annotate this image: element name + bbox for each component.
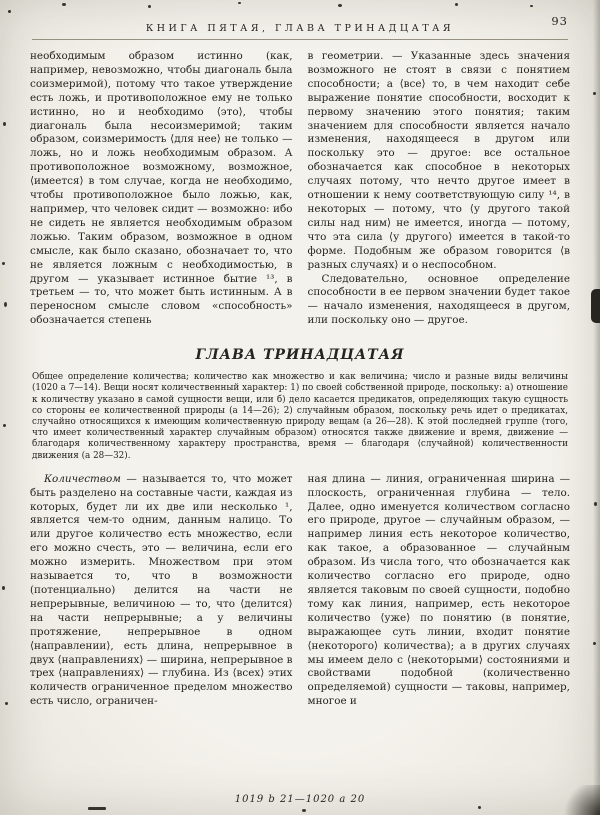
scan-speck	[455, 3, 458, 6]
body-paragraph: необходимым образом истинно (как, например, невозможно, чтобы диагональ была соизмеримой), потому что такое утверждение есть ложь, и противоположное ему не только истинно, но и необходимо ⟨это⟩, чтобы диагональ была несоизмеримой; таким образом, соизмеримость ⟨для нее⟩ не только — ложь, но и ложь необходимым образом. А противоположное возможному, возможное, ⟨имеется⟩ в том случае, когда не необходимо, чтобы противоположное было ложью, как, например, что человек сидит — возможно: ибо не сидеть не является необходимым образом ложью. Таким образом, возможное в одном смысле, как было сказано, обозначает то, что не является ложным с необходимостью, в другом — указывает истинное бытие ¹³, в третьем — то, что может быть истинным. А в переносном смысле словом «способность» обозначается степень	[30, 50, 293, 327]
scan-speck	[594, 502, 597, 506]
scan-speck	[478, 806, 481, 809]
scan-speck	[338, 4, 342, 7]
top-left-column	[30, 50, 293, 328]
scan-speck	[148, 5, 151, 8]
scan-speck	[530, 5, 533, 7]
chapter-heading: ГЛАВА ТРИНАДЦАТАЯ	[195, 347, 405, 364]
scan-speck	[5, 702, 8, 705]
scan-speck	[302, 809, 306, 812]
top-section	[30, 50, 570, 328]
scan-edge-shadow	[593, 0, 600, 815]
body-paragraph: ная длина — линия, ограниченная ширина — плоскость, ограниченная глубина — тело. Далее, одно именуется количеством согласно его природе, другое — случайным образом, — например линия есть некоторое количество, как такое, а образованное — случайным образом. Из числа того, что обозначается как количество согласно его природе, одно является таковым по своей сущности, подобно тому как линия, например, есть некоторое количество ⟨уже⟩ по понятию (в понятие, выражающее суть линии, входит понятие ⟨некоторого⟩ количества); а в других случаях мы имеем дело с ⟨некоторыми⟩ состояниями и свойствами подобной (количественно определяемой) сущности — таковы, например, многое и	[307, 472, 570, 708]
bottom-left-column	[30, 473, 293, 709]
scan-speck	[238, 2, 241, 4]
scan-speck	[2, 262, 5, 265]
bekker-range: 1019 b 21—1020 a 20	[234, 794, 366, 805]
scan-speck	[8, 10, 11, 13]
running-header	[32, 16, 568, 40]
scan-corner-shadow	[560, 785, 600, 815]
scan-speck	[593, 92, 596, 95]
scan-blot	[591, 289, 600, 323]
scan-speck	[4, 302, 7, 307]
body-paragraph: Следовательно, основное определение способности в ее первом значении будет такое — начало изменения, находящееся в другом, или поскольку оно — другое.	[307, 272, 570, 327]
body-paragraph: в геометрии. — Указанные здесь значения возможного не стоят в связи с понятием способности; а ⟨все⟩ то, в чем находит себе выражение понятие способности, восходит к первому значению этого понятия; таким значением для способности является начало изменения, находящееся в другом или поскольку это — другое: все остальное обозначается как способное в некоторых случаях потому, что нечто другое имеет в отношении к нему соответствующую силу ¹⁴, в некоторых — потому, что ⟨у другого такой силы над ним⟩ не имеется, иногда — потому, что эта сила ⟨у другого⟩ имеется в такой-то форме. Подобным же образом говорится ⟨в разных случаях⟩ и о неспособном.	[307, 50, 570, 271]
scan-speck	[3, 424, 6, 427]
paragraph-text: — называется то, что может быть разделено на составные части, каждая из которых, будет ли их две или несколько ¹, является чем-то одним, данным налицо. То или другое количество есть множество, если его можно счесть, это — величина, если его можно измерить. Множеством при этом называется то, что в возможности (потенциально) делится на части не непрерывные, величиною — то, что ⟨делится⟩ на части непрерывные; а у величины протяжение, непрерывное в одном ⟨направлении⟩, есть длина, непрерывное в двух ⟨направлениях⟩ — ширина, непрерывное в трех ⟨направлениях⟩ — глубина. Из ⟨всех⟩ этих количеств ограниченное пределом множество есть число, ограничен-	[30, 472, 293, 708]
body-paragraph	[30, 473, 293, 709]
page-number: 93	[551, 14, 568, 28]
chapter-summary: Общее определение количества; количество как множество и как величина; число и разные виды величины (1020 а 7—14). Вещи носят количественный характер: 1) по своей собственной природе, поскольку: а) отношение к количеству указано в самой сущности вещи, или б) дело касается предикатов, определяющих такую сущность со стороны ее количественной природы (а 14—26); 2) случайным образом, поскольку речь идет о предикатах, случайно относящихся к имеющим количественную природу вещам (а 26—28). К этой последней группе (того, что имеет количественный характер случайным образом) относятся также движение и время, движение — благодаря количественному характеру пространства, время — благодаря ⟨случайной⟩ количественности движения (а 28—32).	[32, 372, 568, 461]
bottom-right-column	[308, 473, 571, 709]
running-header-title: КНИГА ПЯТАЯ, ГЛАВА ТРИНАДЦАТАЯ	[145, 23, 455, 34]
scan-mark	[88, 807, 106, 810]
top-right-column	[308, 50, 571, 328]
scan-speck	[3, 122, 6, 126]
lead-term: Количеством	[44, 472, 121, 485]
bottom-section	[30, 473, 570, 709]
scan-speck	[593, 642, 596, 645]
scan-speck	[62, 3, 66, 6]
page-footer	[30, 786, 570, 805]
scan-speck	[2, 586, 5, 590]
